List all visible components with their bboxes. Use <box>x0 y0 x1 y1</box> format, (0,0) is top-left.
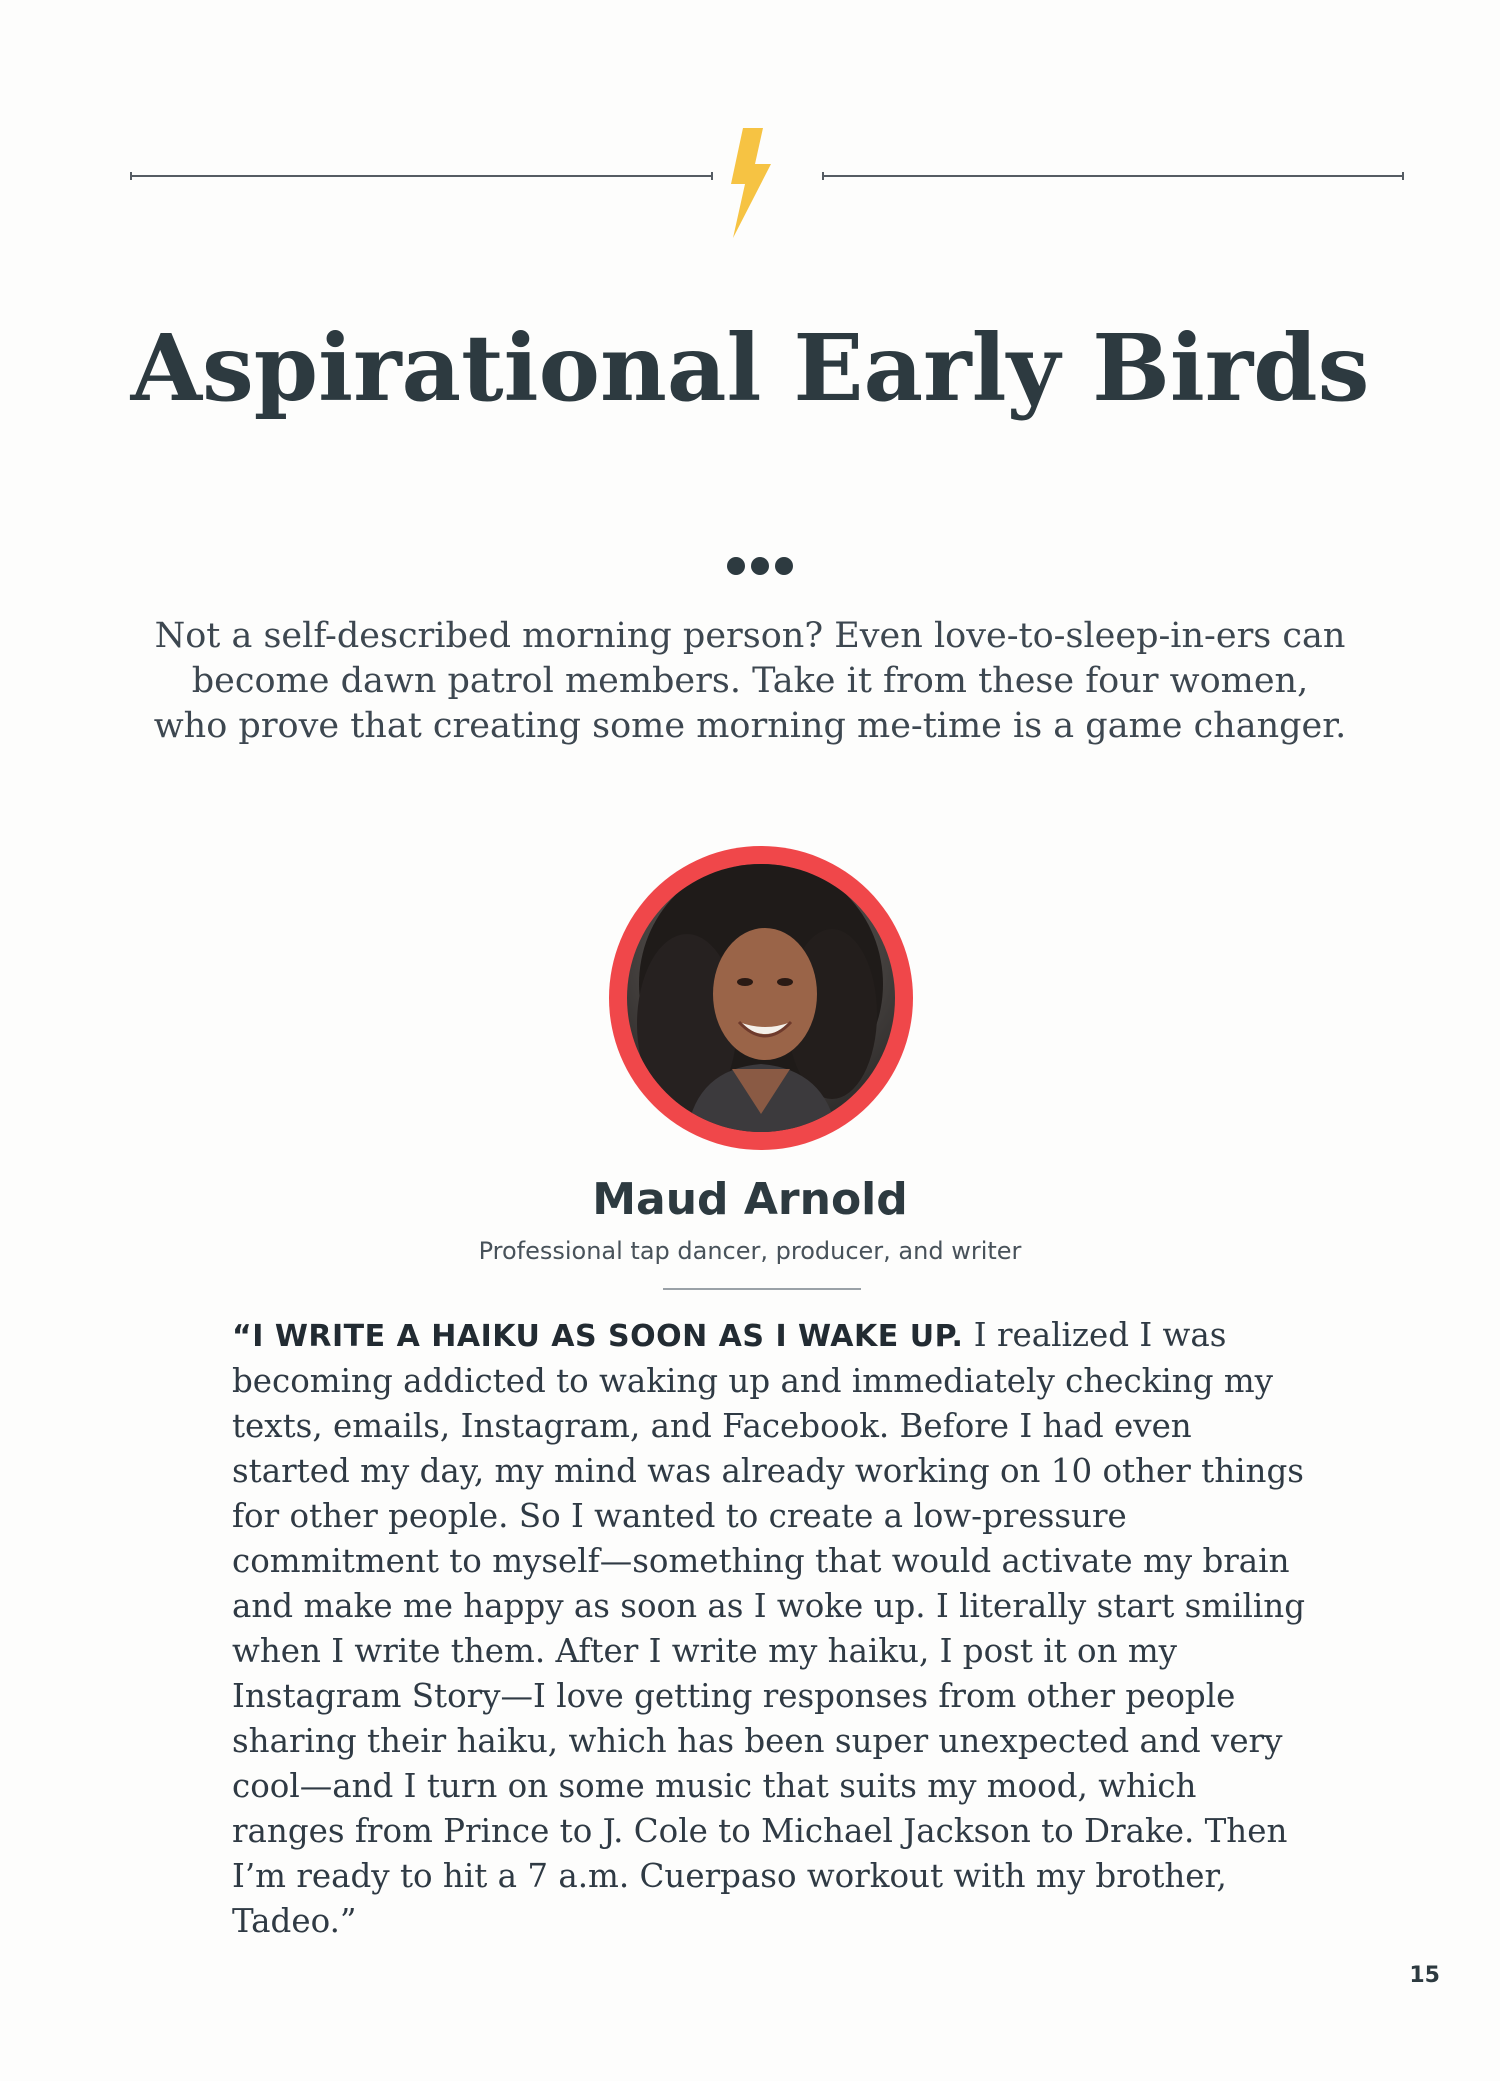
quote-lead: “I WRITE A HAIKU AS SOON AS I WAKE UP. <box>232 1319 964 1354</box>
header-rule-right <box>822 175 1404 177</box>
profile-quote <box>232 1313 1312 1944</box>
title-ornament <box>727 557 817 579</box>
page-title: Aspirational Early Birds <box>130 314 1370 422</box>
profile-photo <box>609 846 913 1150</box>
quote-body: I realized I was becoming addicted to waking up and immediately checking my texts, emails, Instagram, and Facebook. Before I had even started my day, my mind was already working on 10 other things for other people. So I wanted to create a low-pressure commitment to myself—something that would activate my brain and make me happy as soon as I woke up. I literally start smiling when I write them. After I write my haiku, I post it on my Instagram Story—I love getting responses from other people sharing their haiku, which has been super unexpected and very cool—and I turn on some music that suits my mood, which ranges from Prince to J. Cole to Michael Jackson to Drake. Then I’m ready to hit a 7 a.m. Cuerpaso workout with my brother, Tadeo.” <box>232 1316 1306 1940</box>
profile-role: Professional tap dancer, producer, and writer <box>478 1237 1022 1265</box>
intro-paragraph: Not a self-described morning person? Even love-to-sleep-in-ers can become dawn patrol members. Take it from these four women, who prove that creating some morning me-time is a game changer. <box>153 616 1347 746</box>
name-divider <box>663 1288 861 1290</box>
lightning-bolt-icon <box>729 128 773 238</box>
header-rule-left <box>130 175 713 177</box>
ornament-dot <box>775 557 793 575</box>
page-number: 15 <box>1409 1963 1440 1988</box>
portrait-image <box>627 864 895 1132</box>
ornament-dot <box>727 557 745 575</box>
profile-name: Maud Arnold <box>592 1174 908 1225</box>
ornament-dot <box>751 557 769 575</box>
